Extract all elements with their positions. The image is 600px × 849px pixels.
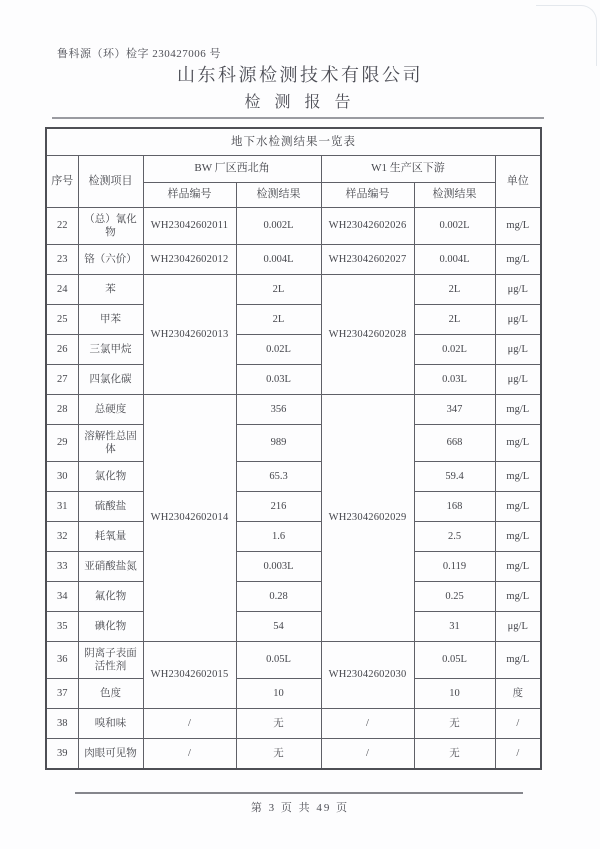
row-no: 34 (46, 582, 78, 612)
row-no: 22 (46, 208, 78, 245)
row-result-bw: 989 (236, 425, 321, 462)
row-item: 硫酸盐 (78, 492, 143, 522)
row-result-w1: 168 (414, 492, 495, 522)
row-item: 色度 (78, 679, 143, 709)
footer-divider (75, 792, 523, 794)
row-no: 33 (46, 552, 78, 582)
row-result-bw: 1.6 (236, 522, 321, 552)
row-unit: μg/L (495, 275, 541, 305)
row-item: 铬（六价） (78, 245, 143, 275)
row-item: 阴离子表面活性剂 (78, 642, 143, 679)
row-no: 36 (46, 642, 78, 679)
row-sample-bw: WH23042602011 (143, 208, 236, 245)
table-row (46, 365, 541, 395)
row-result-bw: 0.03L (236, 365, 321, 395)
row-no: 29 (46, 425, 78, 462)
row-no: 31 (46, 492, 78, 522)
row-result-bw: 54 (236, 612, 321, 642)
row-unit: mg/L (495, 582, 541, 612)
report-number: 鲁科源（环）检字 230427006 号 (57, 48, 221, 60)
row-no: 26 (46, 335, 78, 365)
row-unit: mg/L (495, 395, 541, 425)
row-sample-w1: WH23042602026 (321, 208, 414, 245)
row-result-bw: 0.002L (236, 208, 321, 245)
table-title-row (46, 128, 541, 156)
table-row (46, 582, 541, 612)
row-item: 溶解性总固体 (78, 425, 143, 462)
row-no: 30 (46, 462, 78, 492)
company-name: 山东科源检测技术有限公司 (177, 65, 423, 85)
row-item: 碘化物 (78, 612, 143, 642)
row-result-bw: 0.02L (236, 335, 321, 365)
row-unit: mg/L (495, 425, 541, 462)
row-result-w1: 31 (414, 612, 495, 642)
table-row (46, 612, 541, 642)
row-result-w1: 59.4 (414, 462, 495, 492)
row-result-w1: 2L (414, 275, 495, 305)
table-title: 地下水检测结果一览表 (46, 128, 541, 156)
scan-edge-artifact (536, 5, 597, 66)
row-sample-bw: WH23042602012 (143, 245, 236, 275)
row-sample-w1-merged: WH23042602029 (321, 395, 414, 642)
row-result-bw: 0.004L (236, 245, 321, 275)
row-result-w1: 668 (414, 425, 495, 462)
row-item: 氯化物 (78, 462, 143, 492)
row-no: 37 (46, 679, 78, 709)
row-unit: μg/L (495, 365, 541, 395)
table-row (46, 208, 541, 245)
row-result-w1: 2.5 (414, 522, 495, 552)
row-unit: mg/L (495, 208, 541, 245)
row-result-bw: 2L (236, 275, 321, 305)
row-sample-bw: / (143, 739, 236, 769)
row-no: 38 (46, 709, 78, 739)
row-sample-w1-merged: WH23042602030 (321, 642, 414, 709)
row-item: （总）氰化物 (78, 208, 143, 245)
row-result-bw: 65.3 (236, 462, 321, 492)
table-row (46, 709, 541, 739)
row-result-bw: 无 (236, 709, 321, 739)
row-unit: μg/L (495, 305, 541, 335)
row-result-w1: 10 (414, 679, 495, 709)
header-divider (52, 117, 544, 119)
row-result-w1: 0.05L (414, 642, 495, 679)
row-sample-w1: / (321, 709, 414, 739)
row-no: 25 (46, 305, 78, 335)
table-header-row-1 (46, 156, 541, 183)
row-no: 28 (46, 395, 78, 425)
col-header-item: 检测项目 (78, 156, 143, 208)
row-result-w1: 0.004L (414, 245, 495, 275)
row-no: 35 (46, 612, 78, 642)
results-table (45, 127, 542, 770)
row-item: 四氯化碳 (78, 365, 143, 395)
row-item: 总硬度 (78, 395, 143, 425)
col-header-sample-w1: 样品编号 (321, 183, 414, 208)
table-row (46, 522, 541, 552)
row-item: 嗅和味 (78, 709, 143, 739)
row-item: 耗氧量 (78, 522, 143, 552)
row-no: 27 (46, 365, 78, 395)
row-item: 亚硝酸盐氮 (78, 552, 143, 582)
row-no: 39 (46, 739, 78, 769)
table-row (46, 335, 541, 365)
row-result-w1: 无 (414, 709, 495, 739)
table-row (46, 245, 541, 275)
row-sample-w1: WH23042602027 (321, 245, 414, 275)
row-sample-bw: / (143, 709, 236, 739)
col-header-group-w1: W1 生产区下游 (321, 156, 495, 183)
row-item: 三氯甲烷 (78, 335, 143, 365)
row-result-w1: 无 (414, 739, 495, 769)
col-header-group-bw: BW 厂区西北角 (143, 156, 321, 183)
table-row (46, 492, 541, 522)
row-no: 23 (46, 245, 78, 275)
row-result-w1: 347 (414, 395, 495, 425)
row-unit: mg/L (495, 462, 541, 492)
row-unit: 度 (495, 679, 541, 709)
row-sample-w1: / (321, 739, 414, 769)
row-result-w1: 0.02L (414, 335, 495, 365)
row-result-bw: 10 (236, 679, 321, 709)
row-unit: / (495, 709, 541, 739)
row-result-w1: 2L (414, 305, 495, 335)
row-no: 32 (46, 522, 78, 552)
row-result-bw: 0.05L (236, 642, 321, 679)
document-title: 检 测 报 告 (244, 94, 356, 111)
table-row (46, 395, 541, 425)
table-row (46, 275, 541, 305)
row-result-w1: 0.119 (414, 552, 495, 582)
row-unit: / (495, 739, 541, 769)
row-unit: μg/L (495, 335, 541, 365)
row-item: 氟化物 (78, 582, 143, 612)
row-unit: mg/L (495, 552, 541, 582)
col-header-result-w1: 检测结果 (414, 183, 495, 208)
row-result-bw: 216 (236, 492, 321, 522)
row-result-w1: 0.002L (414, 208, 495, 245)
page-number: 第 3 页 共 49 页 (250, 802, 350, 814)
row-unit: mg/L (495, 245, 541, 275)
table-row (46, 642, 541, 679)
table-row (46, 552, 541, 582)
table-row (46, 425, 541, 462)
col-header-unit: 单位 (495, 156, 541, 208)
row-result-bw: 0.28 (236, 582, 321, 612)
row-sample-w1-merged: WH23042602028 (321, 275, 414, 395)
row-result-w1: 0.25 (414, 582, 495, 612)
row-sample-bw-merged: WH23042602015 (143, 642, 236, 709)
table-row (46, 679, 541, 709)
col-header-sample-bw: 样品编号 (143, 183, 236, 208)
row-unit: mg/L (495, 492, 541, 522)
row-result-w1: 0.03L (414, 365, 495, 395)
table-row (46, 462, 541, 492)
row-unit: mg/L (495, 522, 541, 552)
row-item: 苯 (78, 275, 143, 305)
row-sample-bw-merged: WH23042602013 (143, 275, 236, 395)
row-result-bw: 0.003L (236, 552, 321, 582)
row-no: 24 (46, 275, 78, 305)
row-item: 甲苯 (78, 305, 143, 335)
table-row (46, 739, 541, 769)
row-result-bw: 356 (236, 395, 321, 425)
col-header-result-bw: 检测结果 (236, 183, 321, 208)
row-sample-bw-merged: WH23042602014 (143, 395, 236, 642)
row-unit: μg/L (495, 612, 541, 642)
row-result-bw: 无 (236, 739, 321, 769)
row-unit: mg/L (495, 642, 541, 679)
row-result-bw: 2L (236, 305, 321, 335)
col-header-no: 序号 (46, 156, 78, 208)
table-row (46, 305, 541, 335)
row-item: 肉眼可见物 (78, 739, 143, 769)
